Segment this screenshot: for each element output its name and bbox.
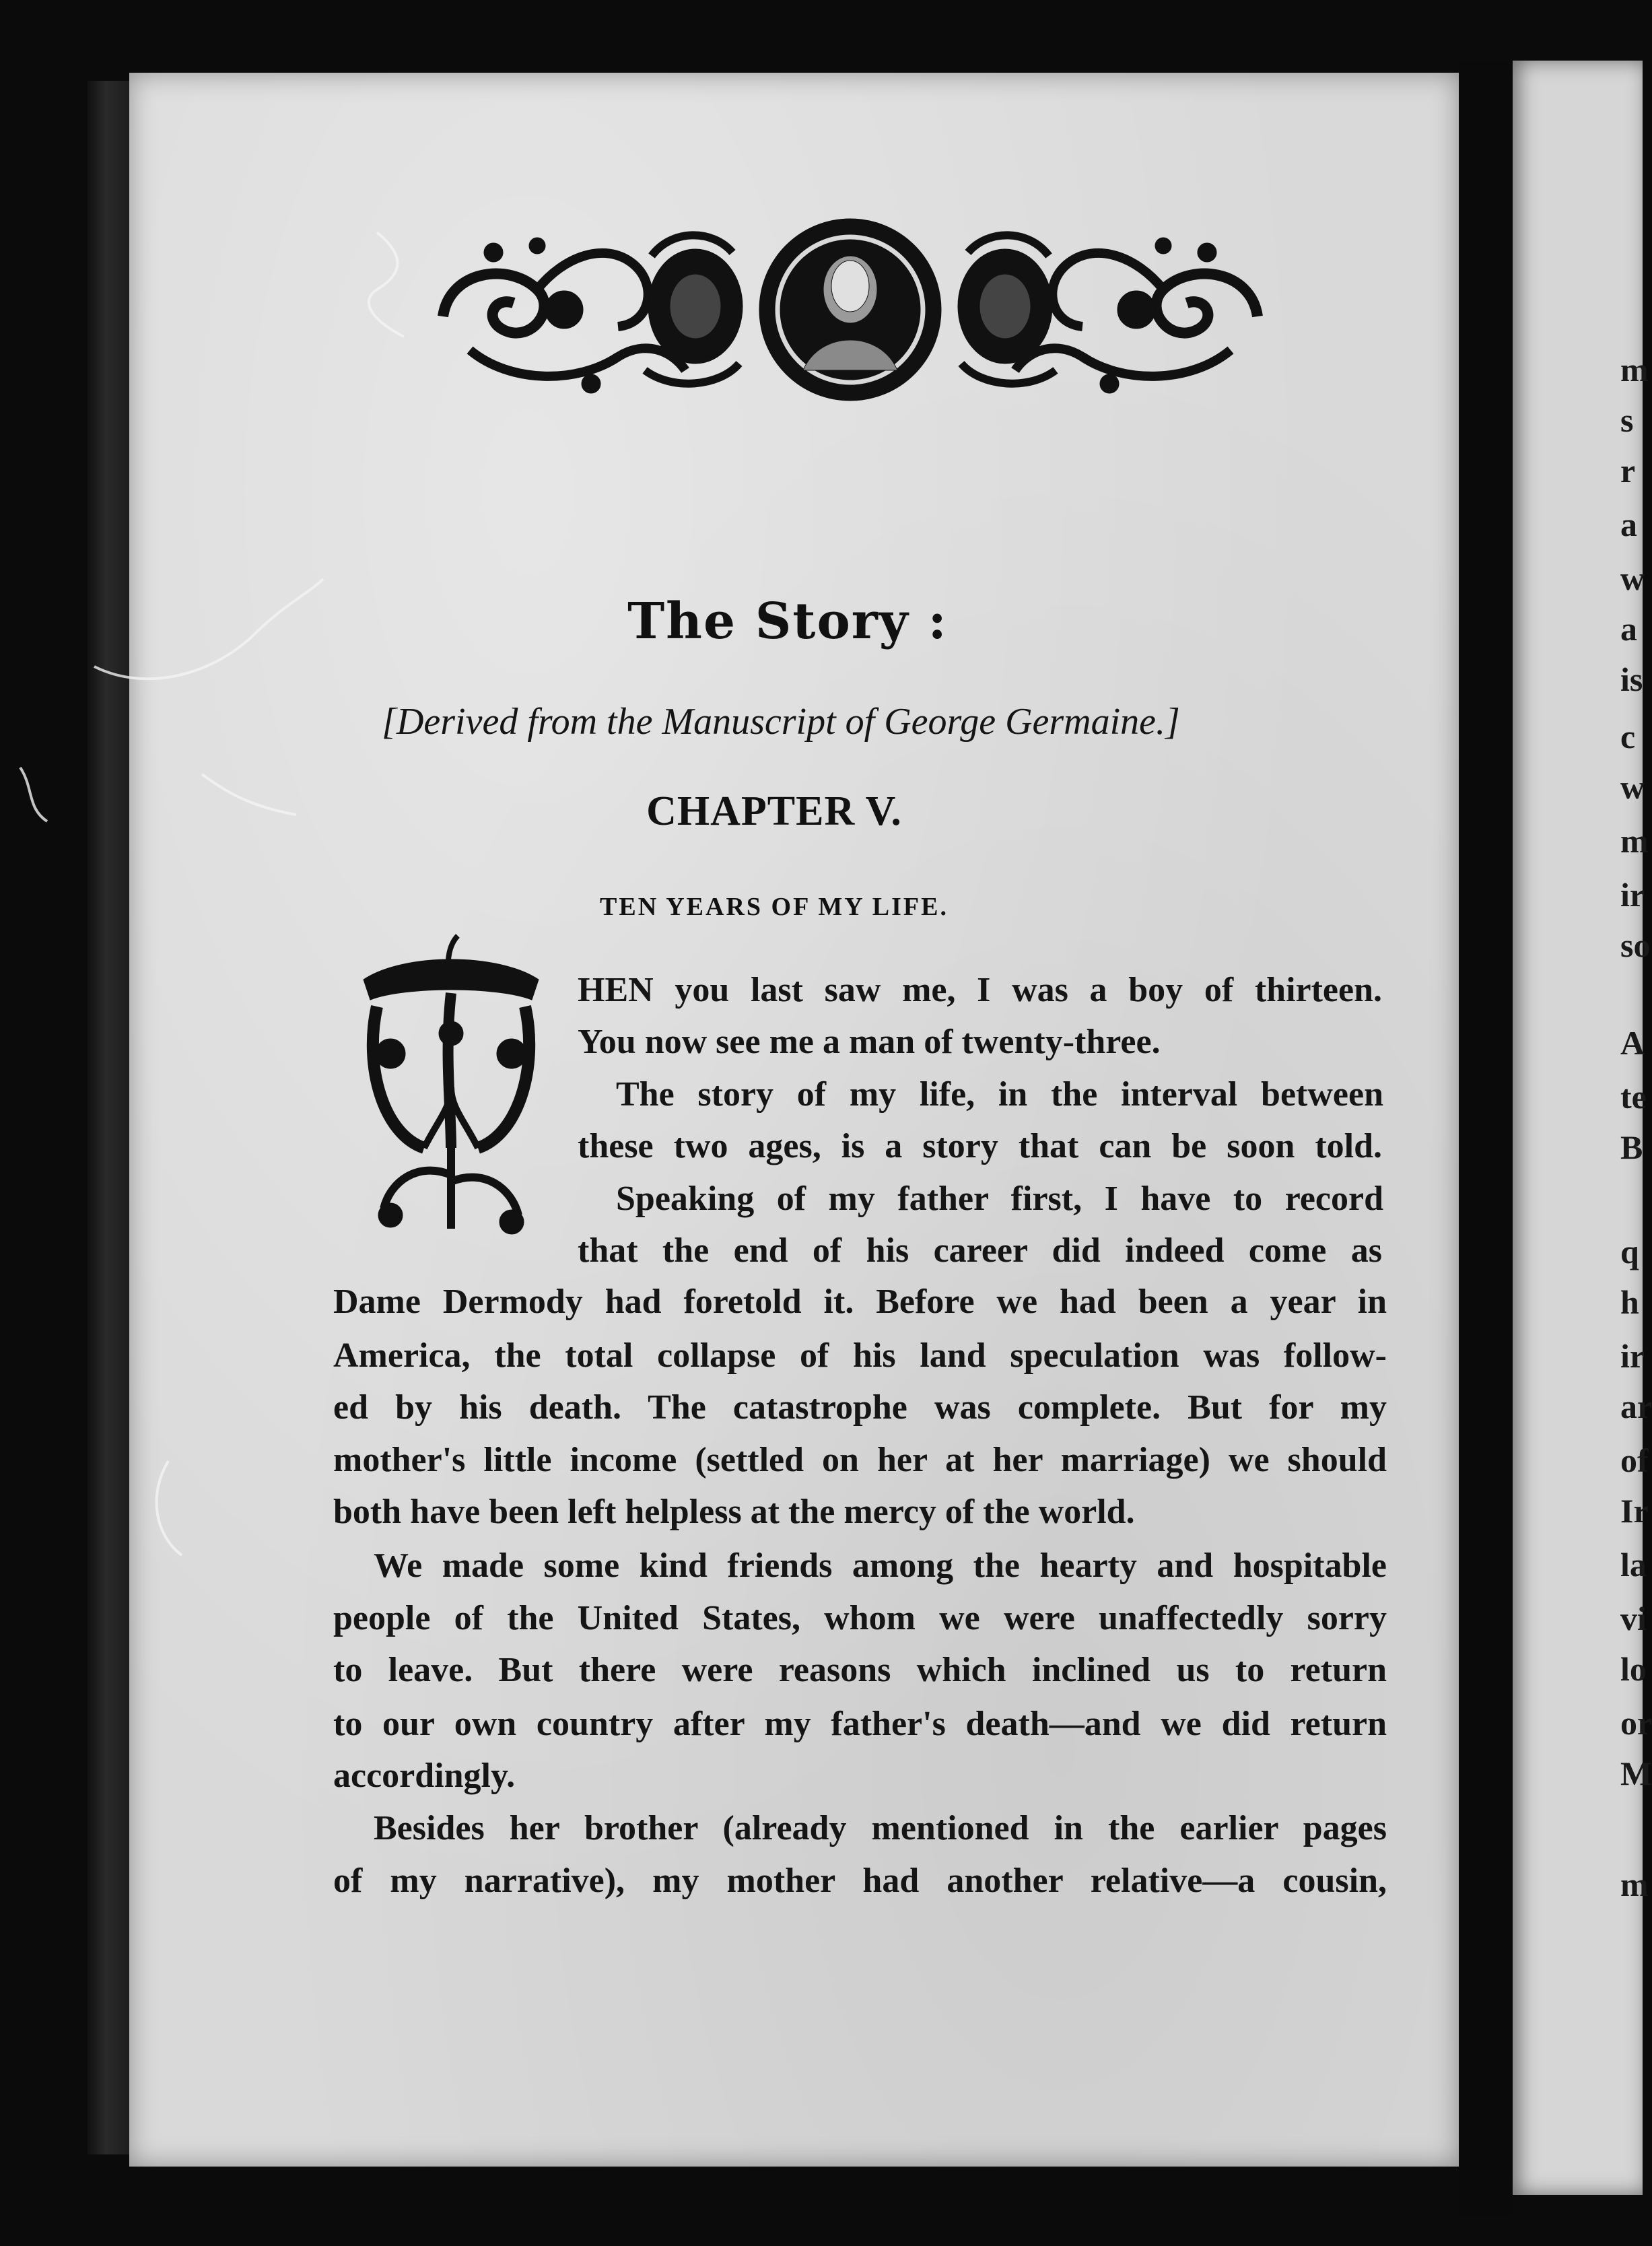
next-page-fragment: m xyxy=(1620,822,1649,860)
text-line: both have been left helpless at the mercy of the world. xyxy=(333,1493,1135,1531)
next-page-fragment: la xyxy=(1620,1546,1647,1584)
text-line: of my narrative), my mother had another relative—a cousin, xyxy=(333,1862,1387,1900)
next-page-fragment: Ir xyxy=(1620,1492,1649,1530)
text-line: HEN you last saw me, I was a boy of thirteen. xyxy=(578,971,1382,1009)
next-page-edge xyxy=(1513,61,1652,2195)
text-line: these two ages, is a story that can be soon told. xyxy=(578,1127,1382,1165)
text-line: accordingly. xyxy=(333,1757,516,1795)
text-line: to leave. But there were reasons which inclined us to return xyxy=(333,1651,1387,1689)
text-line: Besides her brother (already mentioned in the earlier pages xyxy=(374,1809,1387,1847)
text-line: The story of my life, in the interval between xyxy=(616,1075,1383,1114)
text-line: Speaking of my father first, I have to record xyxy=(616,1180,1383,1218)
text-line: that the end of his career did indeed come as xyxy=(578,1231,1382,1270)
book-spine-edge xyxy=(88,81,135,2154)
next-page-fragment: a xyxy=(1620,506,1637,543)
next-page-fragment: or xyxy=(1620,1704,1652,1742)
page-gutter xyxy=(1459,61,1513,2215)
next-page-fragment: w xyxy=(1620,559,1645,597)
text-line: mother's little income (settled on her at her marriage) we should xyxy=(333,1441,1387,1479)
next-page-fragment: lo xyxy=(1620,1650,1647,1688)
next-page-fragment: so xyxy=(1620,926,1651,964)
next-page-fragment: ir xyxy=(1620,876,1645,914)
next-page-fragment: m xyxy=(1620,351,1649,388)
next-page-fragment: h xyxy=(1620,1283,1639,1321)
next-page-fragment: M xyxy=(1620,1755,1652,1792)
text-line: Dame Dermody had foretold it. Before we had been a year in xyxy=(333,1283,1387,1321)
text-line: people of the United States, whom we were unaffectedly sorry xyxy=(333,1599,1387,1637)
chapter-heading: CHAPTER V. xyxy=(646,788,902,834)
ornate-dropcap-letter xyxy=(350,932,552,1249)
next-page-fragment: ir xyxy=(1620,1337,1645,1375)
chapter-title: TEN YEARS OF MY LIFE. xyxy=(600,893,949,921)
next-page-fragment: s xyxy=(1620,401,1634,439)
next-page-fragment: vi xyxy=(1620,1600,1647,1637)
next-page-fragment: m xyxy=(1620,1866,1649,1903)
next-page-fragment: q xyxy=(1620,1233,1639,1270)
ornamental-header-vignette xyxy=(429,215,1271,411)
next-page-fragment: B xyxy=(1620,1128,1643,1166)
story-title: The Story : xyxy=(627,592,948,650)
text-line: to our own country after my father's death—and we did return xyxy=(333,1705,1387,1743)
text-line: ed by his death. The catastrophe was complete. But for my xyxy=(333,1388,1387,1427)
next-page-fragment: w xyxy=(1620,768,1645,806)
text-line: You now see me a man of twenty-three. xyxy=(578,1023,1161,1061)
next-page-fragment: A xyxy=(1620,1024,1645,1062)
next-page-fragment: ar xyxy=(1620,1388,1652,1425)
next-page-fragment: of xyxy=(1620,1441,1649,1479)
text-line: America, the total collapse of his land speculation was follow- xyxy=(333,1336,1387,1375)
next-page-fragment: is xyxy=(1620,660,1643,698)
next-page-fragment: te xyxy=(1620,1078,1647,1116)
story-subtitle: [Derived from the Manuscript of George Germaine.] xyxy=(382,701,1180,743)
text-line: We made some kind friends among the hearty and hospitable xyxy=(374,1546,1387,1585)
next-page-fragment: r xyxy=(1620,452,1636,489)
next-page-fragment: a xyxy=(1620,610,1637,648)
next-page-fragment: c xyxy=(1620,718,1636,755)
